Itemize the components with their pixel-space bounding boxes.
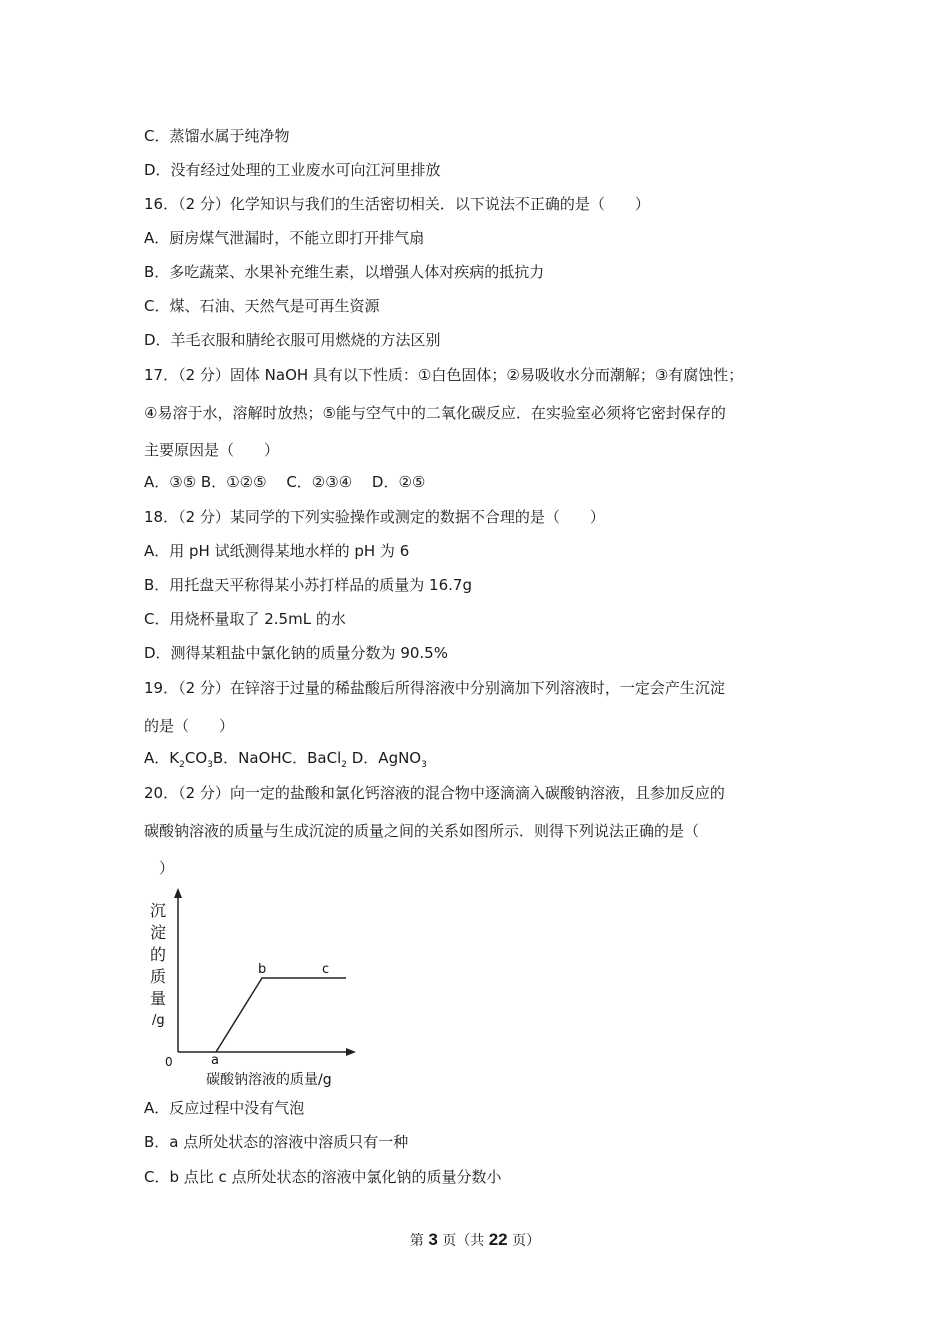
y-label-char: 的 — [150, 945, 167, 964]
origin-label: 0 — [165, 1055, 173, 1069]
q18-option-b: B．用托盘天平称得某小苏打样品的质量为 16.7g — [144, 576, 472, 594]
data-line — [216, 978, 346, 1052]
y-label-char: 沉 — [150, 901, 167, 920]
y-unit: /g — [152, 1013, 165, 1028]
q18-option-d: D．测得某粗盐中氯化钠的质量分数为 90.5% — [144, 644, 448, 662]
point-c-label: c — [322, 962, 330, 977]
q19-sub-2: 3 — [207, 760, 213, 770]
q20-stem-line3: ） — [144, 859, 175, 877]
q17-stem-line1: 17．（2 分）固体 NaOH 具有以下性质：①白色固体；②易吸收水分而潮解；③有腐蚀性； — [144, 366, 744, 384]
q18-option-c: C．用烧杯量取了 2.5mL 的水 — [144, 610, 346, 628]
q19-stem-line1: 19．（2 分）在锌溶于过量的稀盐酸后所得溶液中分别滴加下列溶液时，一定会产生沉淀 — [144, 679, 725, 697]
precipitate-graph — [140, 880, 370, 1090]
footer-middle: 页（共 — [437, 1233, 489, 1249]
q20-option-a: A．反应过程中没有气泡 — [144, 1099, 305, 1117]
y-label-char: 量 — [150, 989, 167, 1008]
q17-options: A．③⑤ B．①②⑤ C．②③④ D．②⑤ — [144, 473, 426, 491]
x-axis-label: 碳酸钠溶液的质量/g — [206, 1072, 332, 1088]
q19-sub-4: 3 — [421, 760, 427, 770]
q17-stem-line3: 主要原因是（ ） — [144, 441, 280, 459]
q19-sub-3: 2 — [341, 760, 347, 770]
q15-option-c: C．蒸馏水属于纯净物 — [144, 127, 290, 145]
y-axis-arrow — [174, 888, 182, 898]
q16-option-b: B．多吃蔬菜、水果补充维生素，以增强人体对疾病的抵抗力 — [144, 263, 545, 281]
q18-stem: 18．（2 分）某同学的下列实验操作或测定的数据不合理的是（ ） — [144, 508, 605, 526]
q18-option-a: A．用 pH 试纸测得某地水样的 pH 为 6 — [144, 542, 410, 560]
q19-sub-1: 2 — [179, 760, 185, 770]
q19-option-bc: B．NaOHC．BaCl — [212, 749, 342, 767]
q20-option-b: B．a 点所处状态的溶液中溶质只有一种 — [144, 1133, 409, 1151]
point-a-label: a — [211, 1053, 219, 1068]
q20-stem-line1: 20．（2 分）向一定的盐酸和氯化钙溶液的混合物中逐滴滴入碳酸钠溶液，且参加反应的 — [144, 784, 725, 802]
y-label-char: 质 — [150, 967, 167, 986]
q16-option-d: D．羊毛衣服和腈纶衣服可用燃烧的方法区别 — [144, 331, 441, 349]
q16-option-c: C．煤、石油、天然气是可再生资源 — [144, 297, 380, 315]
q19-option-a-2: CO — [184, 749, 208, 767]
q19-option-a: A．K — [144, 749, 180, 767]
q20-stem-line2: 碳酸钠溶液的质量与生成沉淀的质量之间的关系如图所示．则得下列说法正确的是（ — [144, 822, 700, 840]
x-axis-arrow — [346, 1048, 356, 1056]
footer-prefix: 第 — [409, 1233, 429, 1249]
q16-option-a: A．厨房煤气泄漏时，不能立即打开排气扇 — [144, 229, 425, 247]
q16-stem: 16．（2 分）化学知识与我们的生活密切相关．以下说法不正确的是（ ） — [144, 195, 650, 213]
point-b-label: b — [258, 962, 267, 977]
footer-page-number: 3 — [428, 1230, 438, 1249]
page-footer — [0, 1230, 950, 1250]
q19-options — [144, 748, 427, 768]
q19-stem-line2: 的是（ ） — [144, 717, 235, 735]
q15-option-d: D．没有经过处理的工业废水可向江河里排放 — [144, 161, 441, 179]
y-label-char: 淀 — [150, 923, 167, 942]
q20-option-c: C．b 点比 c 点所处状态的溶液中氯化钠的质量分数小 — [144, 1168, 502, 1186]
q19-option-d: D．AgNO — [346, 749, 422, 767]
q17-stem-line2: ④易溶于水，溶解时放热；⑤能与空气中的二氧化碳反应．在实验室必须将它密封保存的 — [144, 404, 726, 422]
footer-total-pages: 22 — [488, 1230, 508, 1249]
footer-suffix: 页） — [507, 1233, 541, 1249]
